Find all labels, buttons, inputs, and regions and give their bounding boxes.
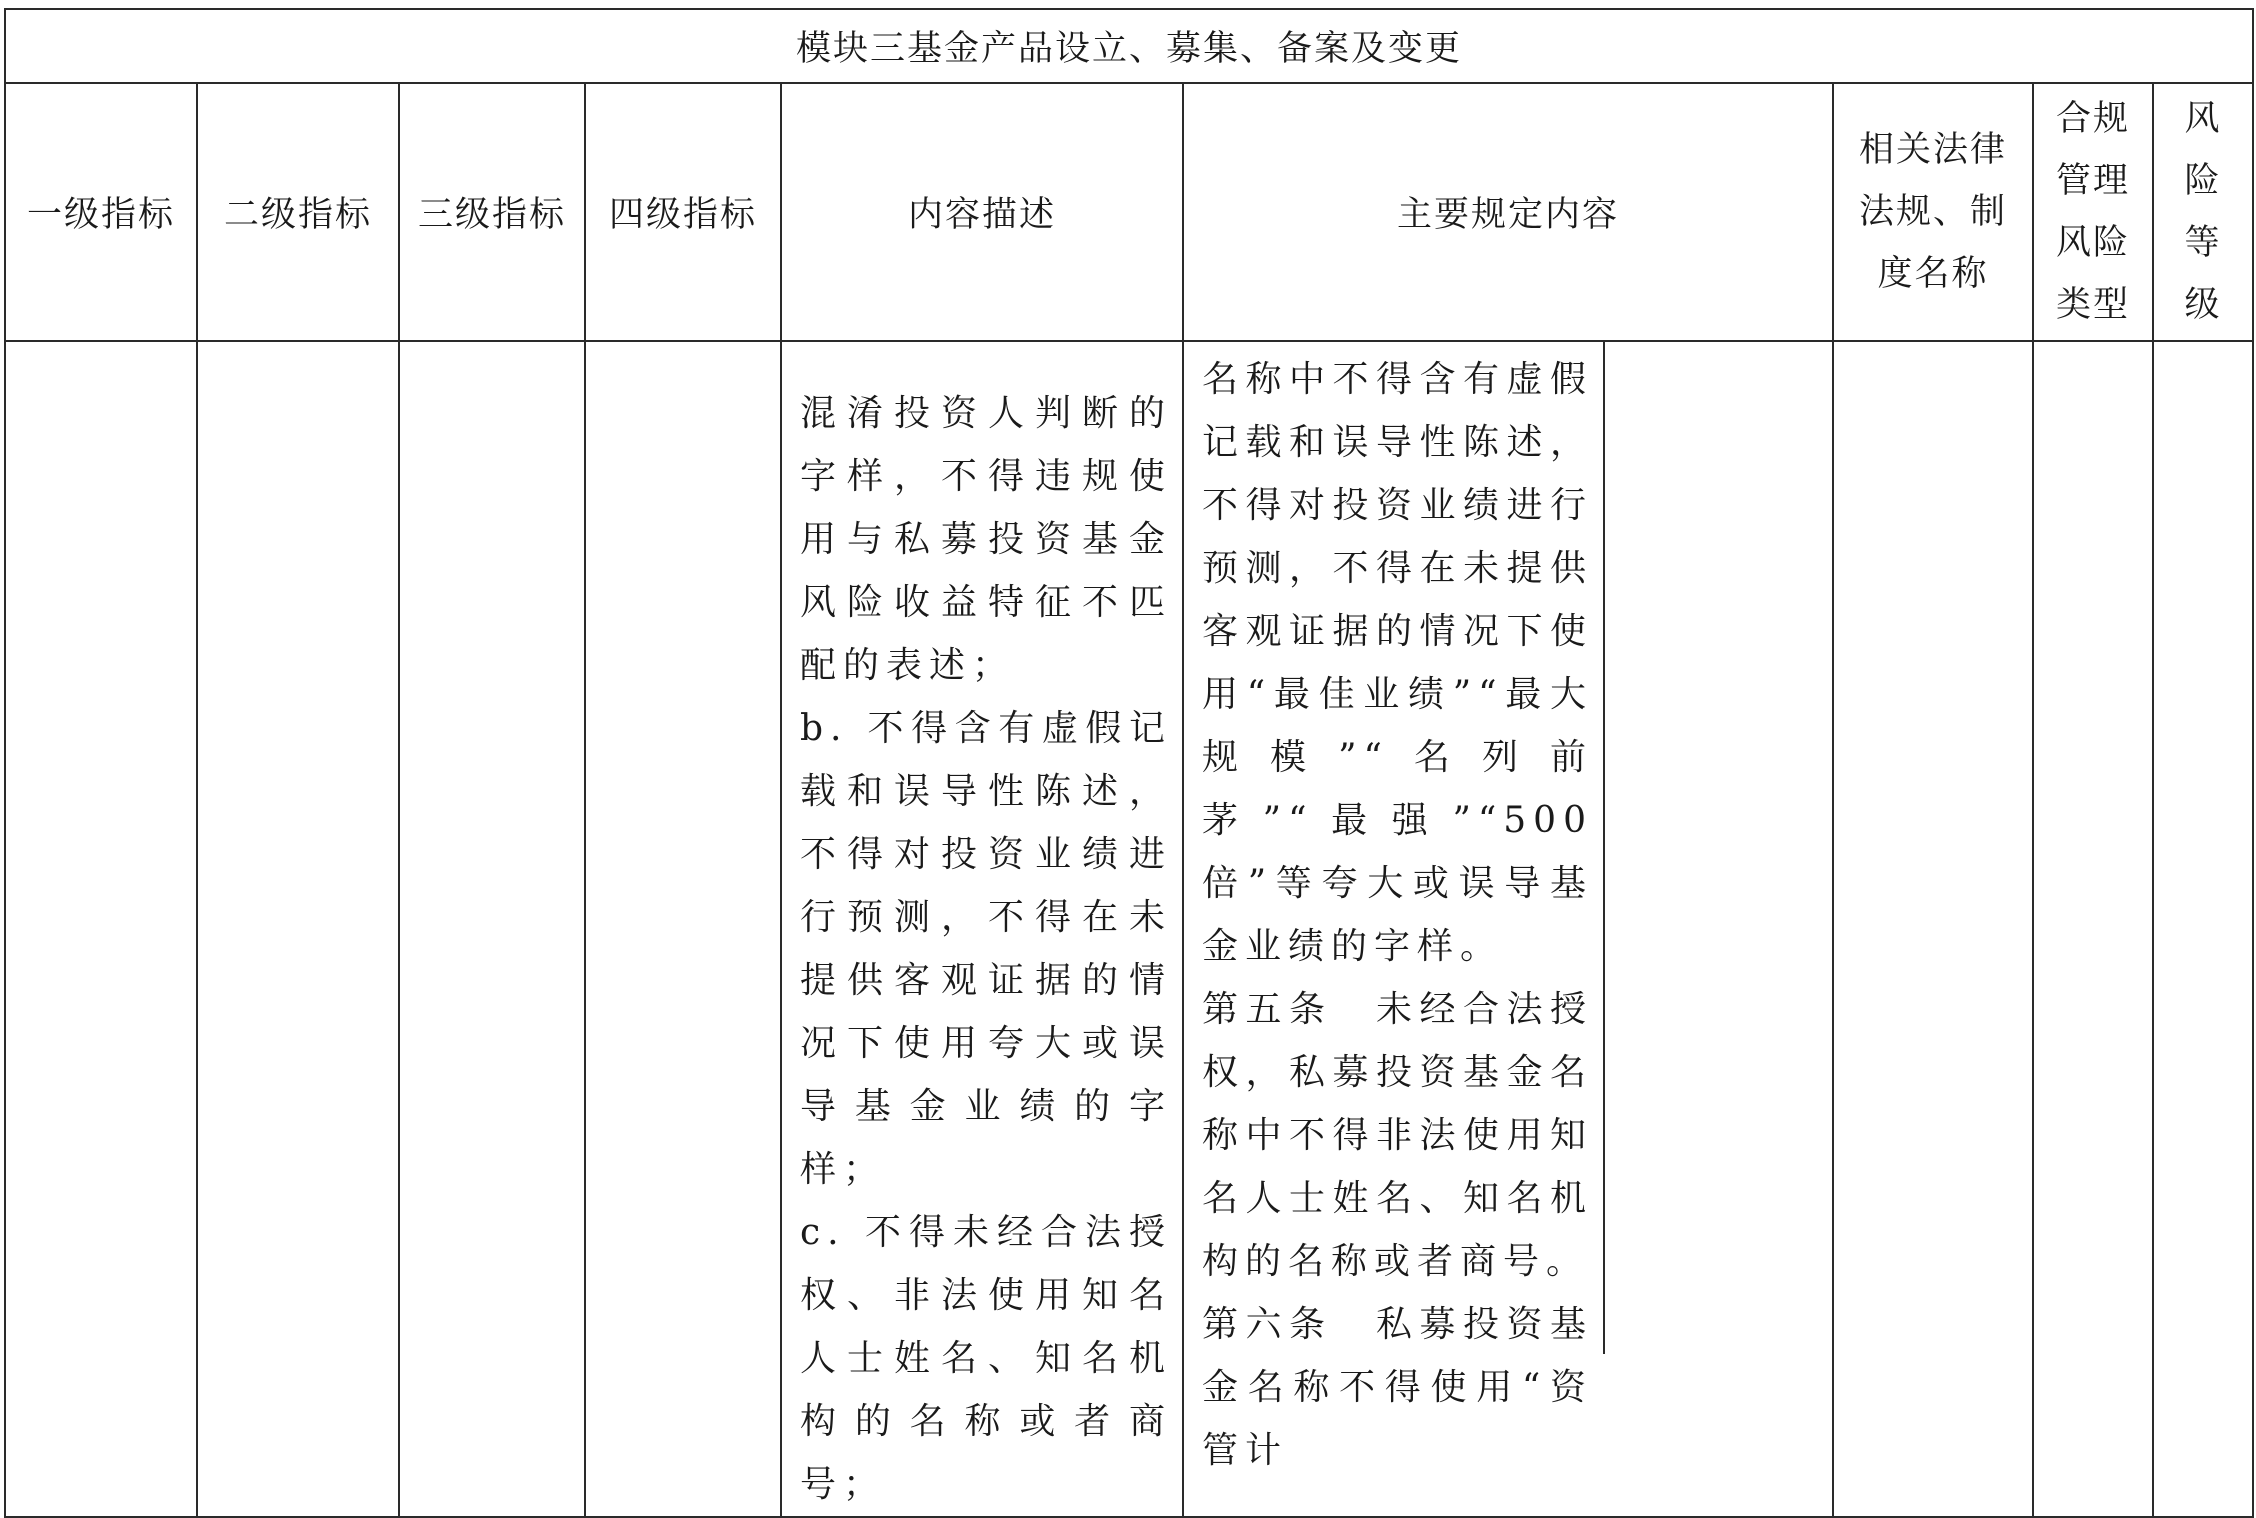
cell-risk-type <box>2033 341 2153 1517</box>
header-related-laws <box>1833 83 2033 341</box>
header-risk-level-line: 等 <box>2184 223 2222 263</box>
header-related-laws-line: 法规、制 <box>1858 192 2007 232</box>
header-risk-type-line: 类型 <box>2055 285 2130 325</box>
table-row <box>5 341 2253 1517</box>
cell-level1 <box>5 341 197 1517</box>
main-rules-paragraph: 名称中不得含有虚假记载和误导性陈述，不得对投资业绩进行预测，不得在未提供客观证据的情况下使用“最佳业绩”“最大规模”“名列前茅”“最强”“500倍”等夸大或误导基金业绩的字样。 <box>1202 359 1593 967</box>
header-related-laws-line: 度名称 <box>1877 254 1989 294</box>
header-level4: 四级指标 <box>585 83 781 341</box>
content-description-paragraph: c. 不得未经合法授权、非法使用知名人士姓名、知名机构的名称或者商号； <box>800 1212 1172 1505</box>
cell-main-rules <box>1183 341 1833 1517</box>
header-risk-type-line: 风险 <box>2055 223 2130 263</box>
compliance-table <box>4 8 2254 1518</box>
cell-related-laws <box>1833 341 2033 1517</box>
header-level3: 三级指标 <box>399 83 585 341</box>
header-risk-level <box>2153 83 2253 341</box>
header-risk-type <box>2033 83 2153 341</box>
header-content-description: 内容描述 <box>781 83 1183 341</box>
header-risk-level-line: 级 <box>2184 285 2222 325</box>
header-level1: 一级指标 <box>5 83 197 341</box>
cell-risk-level <box>2153 341 2253 1517</box>
main-rules-spacer <box>1605 342 1832 1516</box>
main-rules-paragraph: 第六条 私募投资基金名称不得使用“资管计 <box>1202 1304 1593 1471</box>
content-description-paragraph: 混淆投资人判断的字样，不得违规使用与私募投资基金风险收益特征不匹配的表述； <box>800 393 1172 686</box>
cell-level2 <box>197 341 399 1517</box>
main-rules-paragraph: 第五条 未经合法授权，私募投资基金名称中不得非法使用知名人士姓名、知名机构的名称或者商号。 <box>1202 989 1593 1282</box>
header-risk-level-line: 险 <box>2184 161 2222 201</box>
table-title: 模块三基金产品设立、募集、备案及变更 <box>5 9 2253 83</box>
main-rules-text <box>1184 342 1605 1471</box>
cell-level3 <box>399 341 585 1517</box>
header-risk-type-line: 管理 <box>2055 161 2130 201</box>
cell-level4 <box>585 341 781 1517</box>
header-related-laws-line: 相关法律 <box>1858 130 2007 170</box>
header-risk-type-line: 合规 <box>2055 99 2130 139</box>
header-main-rules: 主要规定内容 <box>1183 83 1833 341</box>
header-risk-level-line: 风 <box>2184 99 2222 139</box>
cell-content-description <box>781 341 1183 1517</box>
header-level2: 二级指标 <box>197 83 399 341</box>
content-description-paragraph: b. 不得含有虚假记载和误导性陈述，不得对投资业绩进行预测，不得在未提供客观证据的情况下使用夸大或误导基金业绩的字样； <box>800 708 1172 1190</box>
